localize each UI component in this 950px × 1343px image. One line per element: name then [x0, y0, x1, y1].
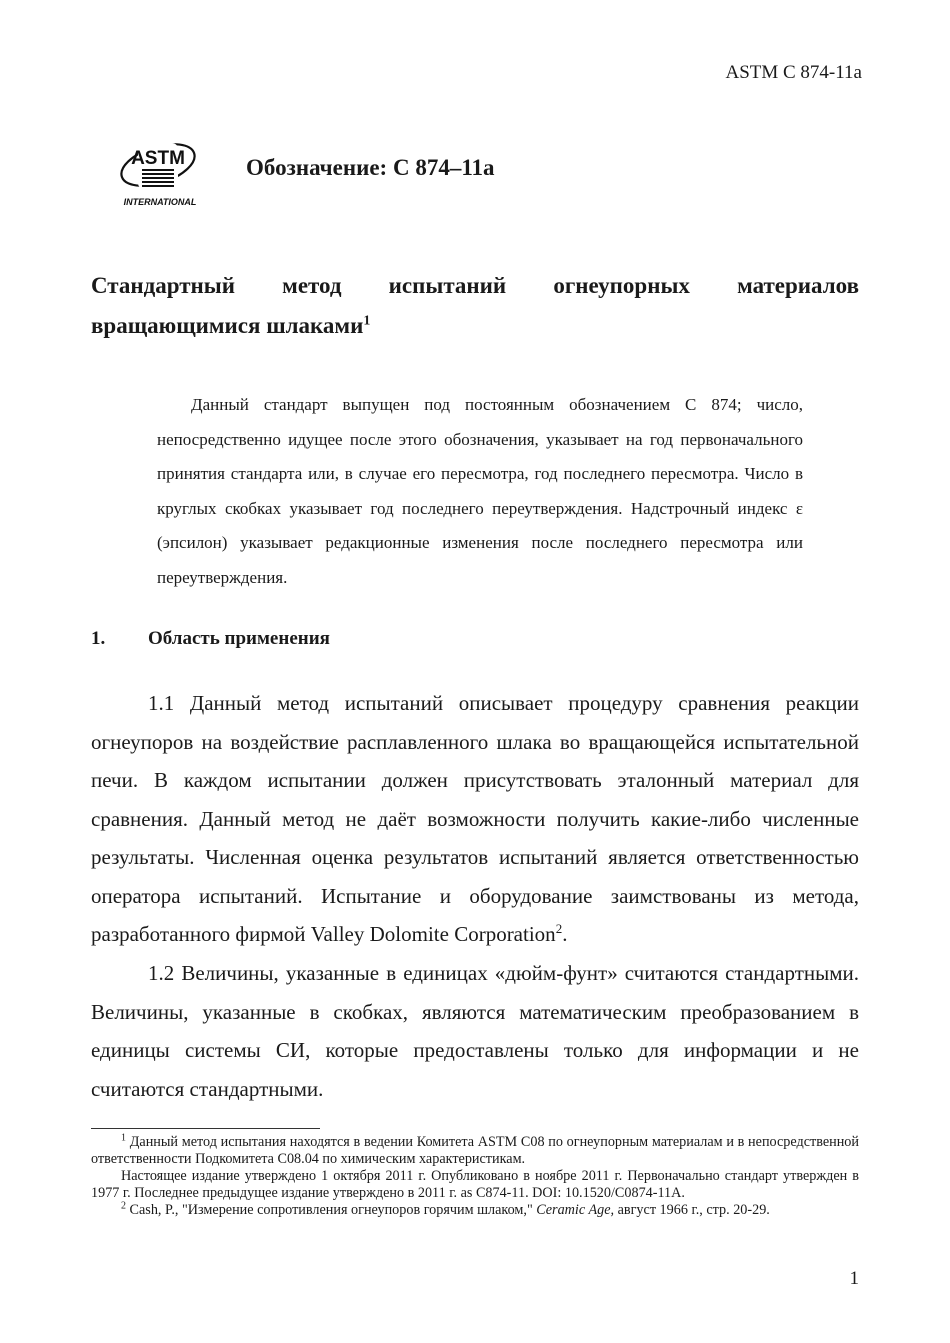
footnote-divider: [91, 1128, 320, 1129]
logo-text-bottom: INTERNATIONAL: [123, 197, 197, 207]
title-line-2: [91, 306, 859, 346]
astm-logo: [118, 133, 202, 209]
section-number: 1.: [91, 628, 106, 649]
paragraph-1-2: 1.2 Величины, указанные в единицах «дюйм-фунт» считаются стандартными. Величины, указанные в скобках, являются математическим преобразованием в единицы системы СИ, которые предоставлены только для информации и не считаются стандартными.: [91, 961, 859, 1101]
page-number: 1: [849, 1268, 859, 1289]
section-1-heading: [91, 628, 330, 650]
footnote-2-journal: Ceramic Age,: [536, 1202, 615, 1218]
footnotes: [91, 1134, 859, 1219]
footnote-1-ref: 1: [121, 1132, 126, 1144]
designation-heading: Обозначение: C 874–11a: [246, 155, 495, 180]
footnote-1: [91, 1134, 859, 1168]
footnote-1-edition: Настоящее издание утверждено 1 октября 2011 г. Опубликовано в ноябре 2011 г. Первоначально стандарт утвержден в 1977 г. Последнее предыдущее издание утверждено в 2011 г. as C874-11. DOI: 10.1520/C0874-11A.: [91, 1168, 859, 1201]
footnote-1-text: Данный метод испытания находятся в ведении Комитета ASTM C08 по огнеупорным материалам и в непосредственной ответственности Подкомитета C08.04 по химическим характеристикам.: [91, 1134, 859, 1167]
document-code-header: ASTM C 874-11a: [725, 62, 862, 83]
footnote-2-author: Cash, P., "Измерение сопротивления огнеупоров горячим шлаком,": [126, 1202, 537, 1218]
paragraph-1-1: [91, 684, 859, 954]
document-title: [91, 266, 859, 346]
title-footnote-ref: 1: [363, 313, 371, 329]
paragraph-1-1-footnote-ref: 2: [555, 921, 563, 936]
standard-notice: Данный стандарт выпущен под постоянным обозначением C 874; число, непосредственно идущее после этого обозначения, указывает на год первоначального принятия стандарта или, в случае его пересмотра, год последнего пересмотра. Число в круглых скобках указывает год последнего переутверждения. Надстрочный индекс ε (эпсилон) указывает редакционные изменения после последнего пересмотра или переутверждения.: [157, 395, 803, 587]
paragraph-1-1-end: .: [562, 922, 568, 946]
footnote-2-ref: 2: [121, 1200, 126, 1212]
logo-text-top: ASTM: [131, 148, 185, 169]
footnote-2-rest: август 1966 г., стр. 20-29.: [614, 1202, 770, 1218]
title-line-2-text: вращающимися шлаками: [91, 313, 364, 338]
footnote-2: [91, 1202, 859, 1219]
section-title: Область применения: [148, 628, 330, 649]
paragraph-1-1-text: 1.1 Данный метод испытаний описывает процедуру сравнения реакции огнеупоров на воздействие расплавленного шлака во вращающейся испытательной печи. В каждом испытании должен присутствовать эталонный материал для сравнения. Данный метод не даёт возможности получить какие-либо численные результаты. Численная оценка результатов испытаний является ответственностью оператора испытаний. Испытание и оборудование заимствованы из метода, разработанного фирмой Valley Dolomite Corporation: [91, 691, 859, 946]
title-line-1: Стандартный метод испытаний огнеупорных материалов: [91, 273, 859, 298]
astm-logo-icon: [118, 133, 202, 209]
